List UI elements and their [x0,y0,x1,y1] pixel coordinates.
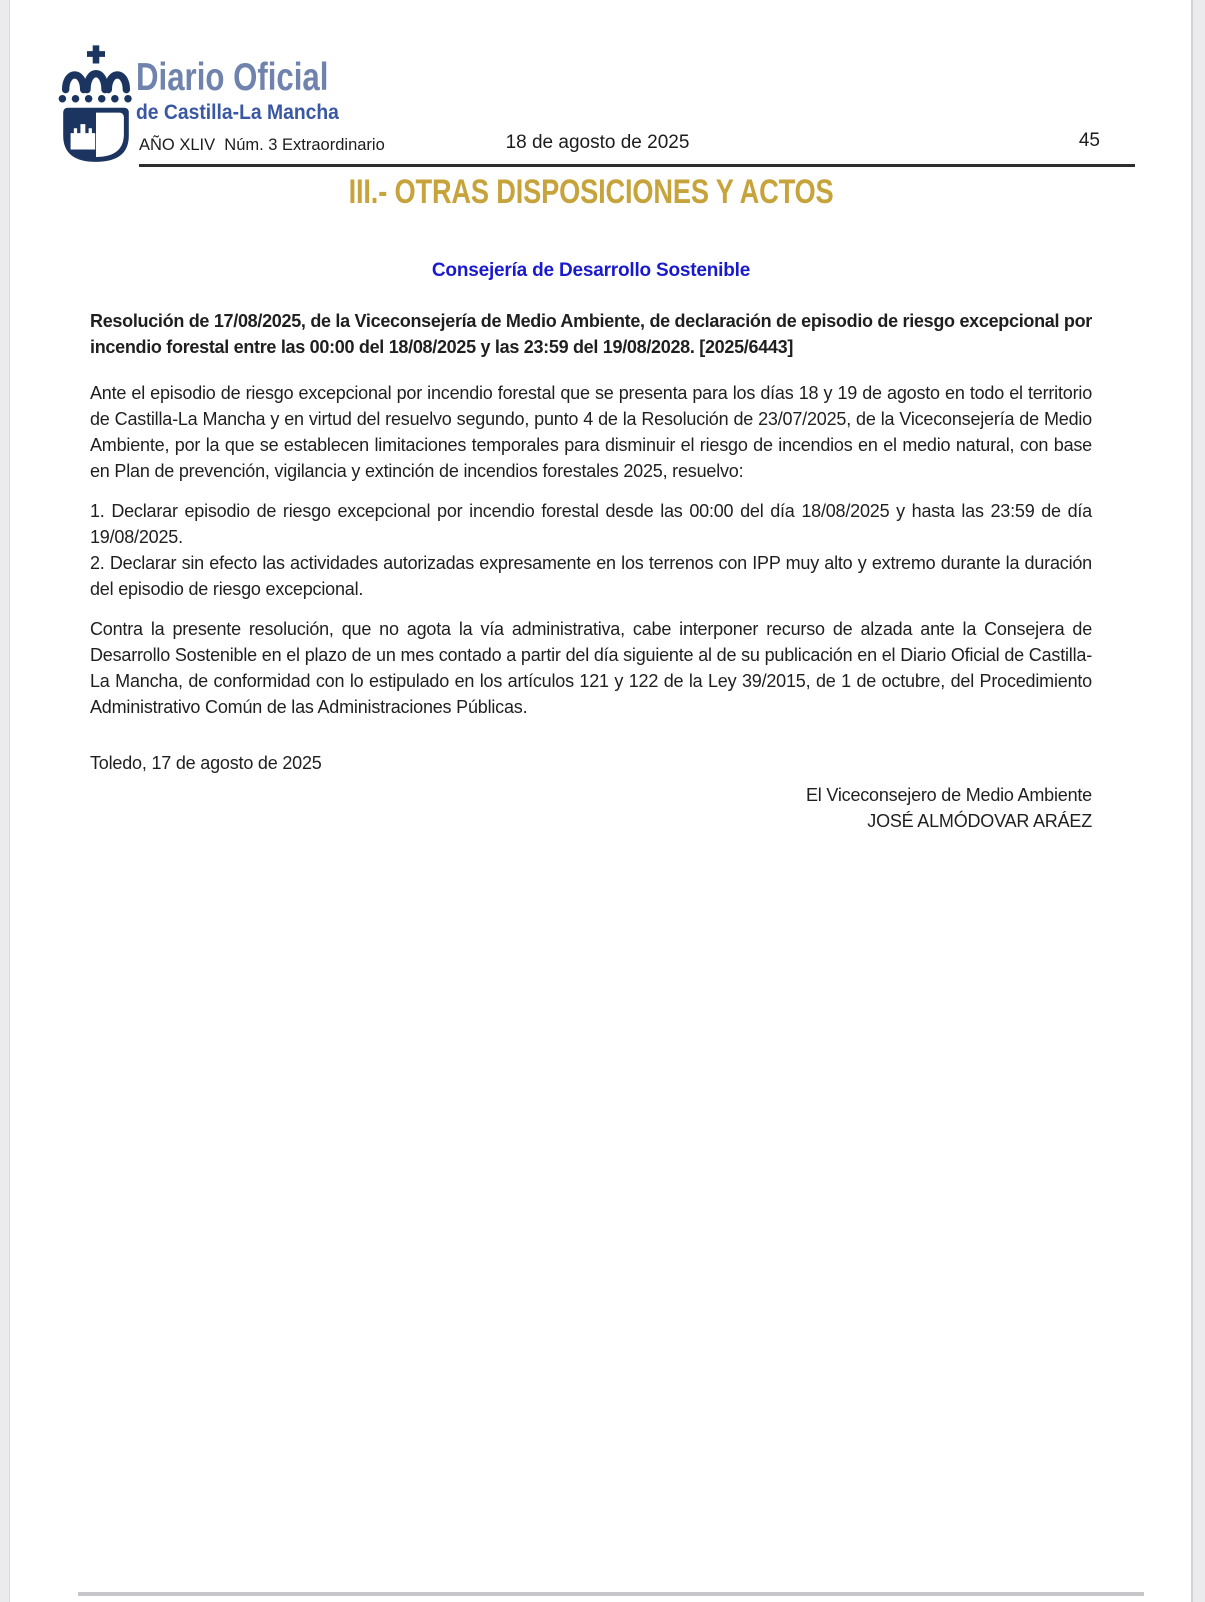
publication-title: Diario Oficial [136,56,329,99]
page-edge-left [0,0,10,1602]
header-page-number: 45 [1078,130,1100,151]
department-heading: Consejería de Desarrollo Sostenible [431,260,751,281]
page-edge-right [1191,0,1205,1602]
intro-paragraph: Ante el episodio de riesgo excepcional por incendio forestal que se presenta para los días 18 y 19 de agosto en todo el territorio de Castilla-La Mancha y en virtud del resuelvo segundo, punto 4 de la Resolución de 23/07/2025, de la Viceconsejería de Medio Ambiente, por la que se establecen limitaciones temporales para disminuir el riesgo de incendios en el medio natural, con base en Plan de prevención, vigilancia y extinción de incendios forestales 2025, resuelvo: [90,383,1092,481]
publication-subtitle: de Castilla-La Mancha [136,101,339,124]
section-title: III.- OTRAS DISPOSICIONES Y ACTOS [348,173,834,211]
header-rule [139,164,1135,167]
signature-name: JOSÉ ALMÓDOVAR ARÁEZ [867,811,1092,831]
issue-info: AÑO XLIV Núm. 3 Extraordinario [139,136,385,154]
signature-block [90,782,1092,834]
resolution-item: 1. Declarar episodio de riesgo excepcional por incendio forestal desde las 00:00 del día 18/08/2025 y hasta las 23:59 de día 19/08/2025. [90,501,1092,547]
place-date: Toledo, 17 de agosto de 2025 [90,753,322,773]
resolution-heading: Resolución de 17/08/2025, de la Viceconsejería de Medio Ambiente, de declaración de episodio de riesgo excepcional por incendio forestal entre las 00:00 del 18/08/2025 y las 23:59 del 19/08/2028. [2025/6443] [90,311,1092,357]
signature-role: El Viceconsejero de Medio Ambiente [805,785,1092,805]
page-bottom-divider [78,1592,1144,1596]
resolution-items [90,498,1092,602]
document-body [90,174,1092,834]
appeal-paragraph: Contra la presente resolución, que no agota la vía administrativa, cabe interponer recurso de alzada ante la Consejera de Desarrollo Sostenible en el plazo de un mes contado a partir del día siguiente al de su publicación en el Diario Oficial de Castilla-La Mancha, de conformidad con lo estipulado en los artículos 121 y 122 de la Ley 39/2015, de 1 de octubre, del Procedimiento Administrativo Común de las Administraciones Públicas. [90,619,1092,717]
resolution-item: 2. Declarar sin efecto las actividades autorizadas expresamente en los terrenos con IPP muy alto y extremo durante la duración del episodio de riesgo excepcional. [90,553,1092,599]
header-date: 18 de agosto de 2025 [505,132,690,153]
